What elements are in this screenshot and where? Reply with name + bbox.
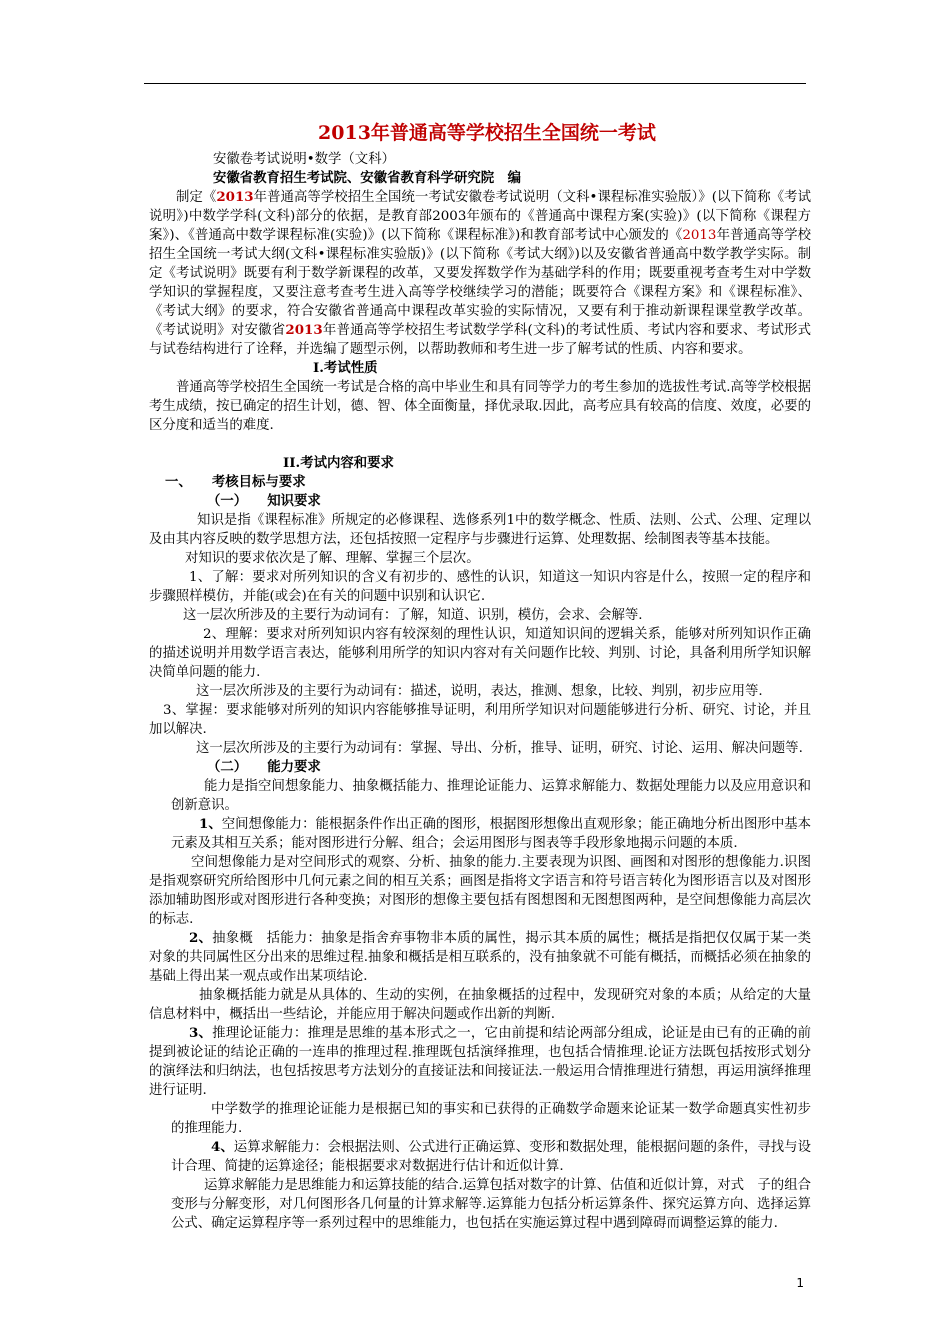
ability-paragraph: 4、运算求解能力：会根据法则、公式进行正确运算、变形和数据处理，能根据问题的条件，寻找与设计合理、简捷的运算途径；能根据要求对数据进行估计和近似计算. (171, 1139, 811, 1174)
knowledge-heading: （一） 知识要求 (207, 493, 321, 509)
document-subtitle: 安徽卷考试说明•数学（文科） (213, 152, 395, 167)
document-editors: 安徽省教育招生考试院、安徽省教育科学研究院 编 (213, 170, 521, 186)
knowledge-paragraph: 1、了解：要求对所列知识的含义有初步的、感性的认识，知道这一知识内容是什么，按照一定的程序和步骤照样模仿，并能(或会)在有关的问题中识别和认识它. (149, 570, 811, 604)
knowledge-paragraph: 这一层次所涉及的主要行为动词有：了解，知道、识别，模仿，会求、会解等. (183, 608, 643, 623)
section-2-heading: II.考试内容和要求 (283, 455, 394, 471)
knowledge-paragraph: 3、掌握：要求能够对所列的知识内容能够推导证明，利用所学知识对问题能够进行分析、研究、讨论，并且加以解决. (149, 703, 811, 737)
header-rule (144, 83, 806, 84)
section-1-heading: I.考试性质 (313, 360, 378, 376)
ability-paragraph: 1、空间想像能力：能根据条件作出正确的图形，根据图形想像出直观形象；能正确地分析出图形中基本元素及其相互关系；能对图形进行分解、组合；会运用图形与图表等手段形象地揭示问题的本质. (171, 816, 811, 851)
section-2-subheading: 一、 考核目标与要求 (165, 474, 306, 490)
document-title: 2013年普通高等学校招生全国统一考试 (318, 122, 656, 144)
ability-paragraph: 2、抽象概 括能力：抽象是指舍弃事物非本质的属性，揭示其本质的属性；概括是指把仅仅属于某一类对象的共同属性区分出来的思维过程.抽象和概括是相互联系的，没有抽象就不可能有概括，而概括必须在抽象的基础上得出某一观点或作出某项结论. (149, 930, 812, 984)
ability-paragraph: 空间想像能力是对空间形式的观察、分析、抽象的能力.主要表现为识图、画图和对图形的想像能力.识图是指观察研究所给图形中几何元素之间的相互关系；画图是指将文字语言和符号语言转化为图形语言以及对图形添加辅助图形或对图形进行各种变换；对图形的想像主要包括有图想图和无图想图两种，是空间想像能力高层次的标志. (149, 855, 811, 927)
section-1-text: 普通高等学校招生全国统一考试是合格的高中毕业生和具有同等学力的考生参加的选拔性考试.高等学校根据考生成绩，按已确定的招生计划，德、智、体全面衡量，择优录取.因此，高考应具有较高的信度、效度，必要的区分度和适当的难度. (149, 380, 811, 433)
knowledge-paragraph: 2、理解：要求对所列知识内容有较深刻的理性认识，知道知识间的逻辑关系，能够对所列知识作正确的描述说明并用数学语言表达，能够利用所学的知识内容对有关问题作比较、判别、讨论，具备利用所学知识解决简单问题的能力. (149, 627, 811, 680)
ability-paragraph: 抽象概括能力就是从具体的、生动的实例，在抽象概括的过程中，发现研究对象的本质；从给定的大量信息材料中，概括出一些结论，并能应用于解决问题或作出新的判断. (149, 988, 811, 1022)
intro-paragraph: 制定《2013年普通高等学校招生全国统一考试安徽卷考试说明（文科•课程标准实验版）》(以下简称《考试说明》)中数学学科(文科)部分的依据，是教育部2003年颁布的《普通高中课程方案(实验)》(以下简称《课程方案》)、《普通高中数学课程标准(实验)》(以下简称《课程标准》)和教育部考试中心颁发的《2013年普通高等学校招生全国统一考试大纲(文科•课程标准实验版)》(以下简称《考试大纲》)以及安徽省普通高中数学教学实际。制定《考试说明》既要有利于数学新课程的改革，又要发挥数学作为基础学科的作用；既要重视考查考生对中学数学知识的掌握程度，又要注意考查考生进入高等学校继续学习的潜能；既要符合《课程方案》和《课程标准》、《考试大纲》的要求，符合安徽省普通高中课程改革实验的实际情况，又要有利于推动新课程课堂教学改革。《考试说明》对安徽省2013年普通高等学校招生考试数学学科(文科)的考试性质、考试内容和要求、考试形式与试卷结构进行了诠释，并选编了题型示例，以帮助教师和考生进一步了解考试的性质、内容和要求。 (149, 189, 812, 357)
knowledge-paragraph: 对知识的要求依次是了解、理解、掌握三个层次。 (185, 551, 480, 566)
ability-heading: （二） 能力要求 (207, 759, 321, 775)
knowledge-paragraph: 知识是指《课程标准》所规定的必修课程、选修系列1中的数学概念、性质、法则、公式、公理、定理以及由其内容反映的数学思想方法，还包括按照一定程序与步骤进行运算、处理数据、绘制图表等基本技能。 (149, 513, 811, 547)
knowledge-paragraph: 这一层次所涉及的主要行为动词有：描述，说明，表达，推测、想象，比较、判别，初步应用等. (196, 684, 763, 699)
ability-paragraph: 3、推理论证能力：推理是思维的基本形式之一，它由前提和结论两部分组成，论证是由已有的正确的前提到被论证的结论正确的一连串的推理过程.推理既包括演绎推理，也包括合情推理.论证方法既包括按形式划分的演绎法和归纳法，也包括按思考方法划分的直接证法和间接证法.一般运用合情推理进行猜想，再运用演绎推理进行证明. (149, 1025, 812, 1098)
page-number: 1 (796, 1276, 804, 1290)
knowledge-paragraph: 这一层次所涉及的主要行为动词有：掌握、导出、分析，推导、证明，研究、讨论、运用、解决问题等. (196, 741, 803, 756)
ability-paragraph: 能力是指空间想象能力、抽象概括能力、推理论证能力、运算求解能力、数据处理能力以及应用意识和创新意识。 (171, 779, 811, 813)
ability-paragraph: 中学数学的推理论证能力是根据已知的事实和已获得的正确数学命题来论证某一数学命题真实性初步的推理能力. (171, 1102, 811, 1136)
ability-paragraph: 运算求解能力是思维能力和运算技能的结合.运算包括对数字的计算、估值和近似计算，对式 子的组合变形与分解变形，对几何图形各几何量的计算求解等.运算能力包括分析运算条件、探究运算方向、选择运算公式、确定运算程序等一系列过程中的思维能力，也包括在实施运算过程中遇到障碍而调整运算的能力. (171, 1178, 811, 1231)
document-page (143, 120, 811, 1233)
